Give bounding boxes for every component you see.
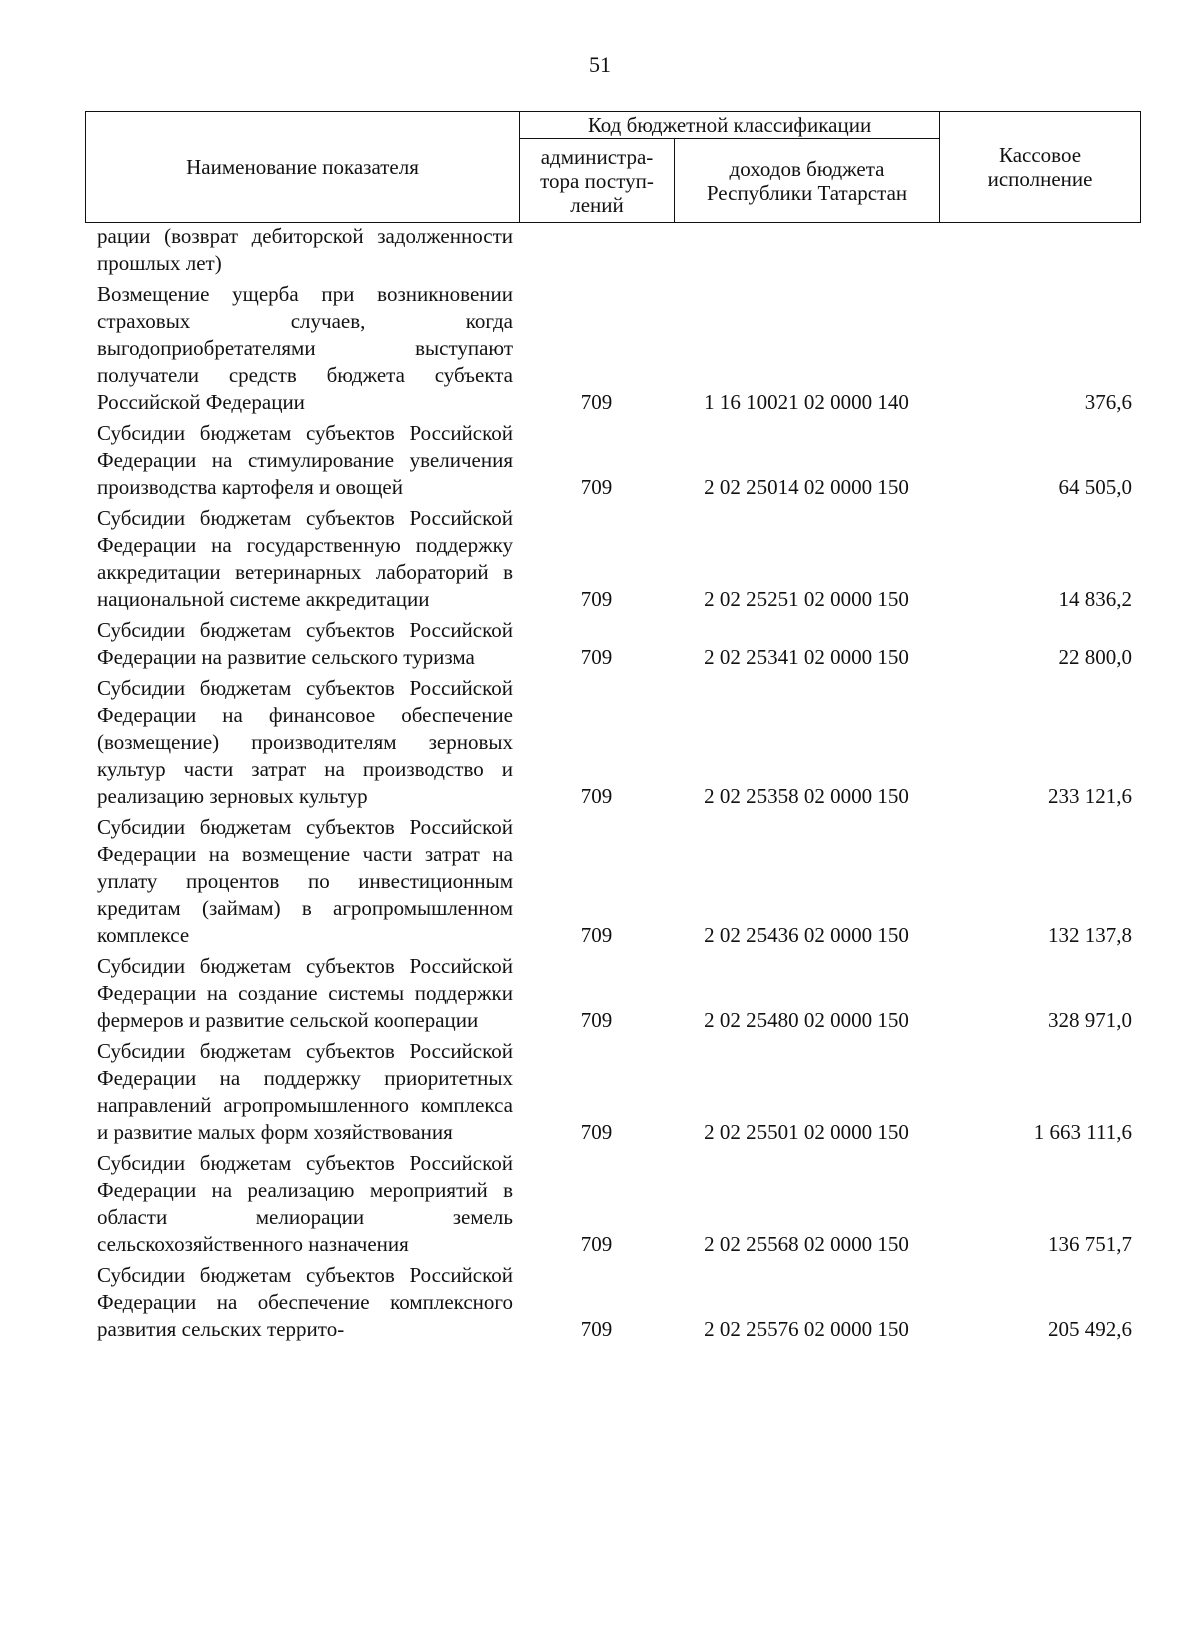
table-row xyxy=(85,617,1140,675)
table-body xyxy=(85,223,1140,1347)
row-code-cell: 2 02 25501 02 0000 150 xyxy=(704,1120,909,1144)
row-amount-cell: 136 751,7 xyxy=(1048,1232,1132,1256)
table-row xyxy=(85,814,1140,953)
row-amount-cell: 22 800,0 xyxy=(1058,645,1132,669)
row-admin-cell: 709 xyxy=(580,923,613,947)
row-admin-cell: 709 xyxy=(580,390,613,414)
header-name-column: Наименование показателя xyxy=(86,112,520,223)
row-amount-cell: 233 121,6 xyxy=(1048,784,1132,808)
row-code-cell: 1 16 10021 02 0000 140 xyxy=(704,390,909,414)
row-admin-cell: 709 xyxy=(580,1120,613,1144)
row-code-cell: 2 02 25251 02 0000 150 xyxy=(704,587,909,611)
row-name-cell: рации (возврат дебиторской задолженности прошлых лет) xyxy=(97,224,513,275)
row-code-cell: 2 02 25576 02 0000 150 xyxy=(704,1317,909,1341)
row-name-cell: Субсидии бюджетам субъектов Российской Федерации на поддержку приоритетных направлений агропромышленного комплекса и развитие малых форм хозяйствования xyxy=(97,1039,513,1144)
page-number: 51 xyxy=(589,52,611,77)
row-amount-cell: 1 663 111,6 xyxy=(1033,1120,1132,1144)
row-admin-cell: 709 xyxy=(580,645,613,669)
row-name-cell: Субсидии бюджетам субъектов Российской Федерации на финансовое обеспечение (возмещение) производителям зерновых культур части затрат на производство и реализацию зерновых культур xyxy=(97,676,513,808)
header-amount-column: Кассовое исполнение xyxy=(940,112,1141,223)
header-classification-group: Код бюджетной классификации xyxy=(520,112,940,139)
table-row xyxy=(85,281,1140,420)
row-code-cell: 2 02 25568 02 0000 150 xyxy=(704,1232,909,1256)
row-name-cell: Субсидии бюджетам субъектов Российской Федерации на государственную поддержку аккредитации ветеринарных лабораторий в национальной системе аккредитации xyxy=(97,506,513,611)
row-amount-cell: 328 971,0 xyxy=(1048,1008,1132,1032)
row-name-cell: Субсидии бюджетам субъектов Российской Федерации на стимулирование увеличения производства картофеля и овощей xyxy=(97,421,513,499)
table-row xyxy=(85,953,1140,1038)
row-amount-cell: 64 505,0 xyxy=(1058,475,1132,499)
header-admin-column: администра-тора поступ-лений xyxy=(520,139,675,223)
row-admin-cell: 709 xyxy=(580,784,613,808)
row-amount-cell: 14 836,2 xyxy=(1058,587,1132,611)
row-amount-cell xyxy=(939,223,1140,281)
row-admin-cell: 709 xyxy=(580,587,613,611)
row-code-cell: 2 02 25341 02 0000 150 xyxy=(704,645,909,669)
row-name-cell: Субсидии бюджетам субъектов Российской Федерации на создание системы поддержки фермеров и развитие сельской кооперации xyxy=(97,954,513,1032)
row-admin-cell: 709 xyxy=(580,1232,613,1256)
table-row xyxy=(85,1262,1140,1347)
row-admin-cell: 709 xyxy=(580,1008,613,1032)
row-admin-cell: 709 xyxy=(580,475,613,499)
row-name-cell: Субсидии бюджетам субъектов Российской Федерации на развитие сельского туризма xyxy=(97,618,513,669)
row-amount-cell: 205 492,6 xyxy=(1048,1317,1132,1341)
table-row xyxy=(85,420,1140,505)
row-code-cell: 2 02 25480 02 0000 150 xyxy=(704,1008,909,1032)
row-admin-cell: 709 xyxy=(580,1317,613,1341)
row-name-cell: Возмещение ущерба при возникновении страховых случаев, когда выгодоприобретателями выступают получатели средств бюджета субъекта Российской Федерации xyxy=(97,282,513,414)
row-name-cell: Субсидии бюджетам субъектов Российской Федерации на реализацию мероприятий в области мелиорации земель сельскохозяйственного назначения xyxy=(97,1151,513,1256)
row-amount-cell: 132 137,8 xyxy=(1048,923,1132,947)
row-code-cell xyxy=(674,223,939,281)
table-header xyxy=(85,111,1141,223)
table-row xyxy=(85,675,1140,814)
budget-table xyxy=(85,223,1140,1347)
row-admin-cell xyxy=(519,223,674,281)
table-row xyxy=(85,505,1140,617)
row-name-cell: Субсидии бюджетам субъектов Российской Федерации на обеспечение комплексного развития сельских террито- xyxy=(97,1263,513,1341)
row-amount-cell: 376,6 xyxy=(1084,390,1132,414)
table-row xyxy=(85,223,1140,281)
table-row xyxy=(85,1150,1140,1262)
header-code-column: доходов бюджета Республики Татарстан xyxy=(675,139,940,223)
row-code-cell: 2 02 25436 02 0000 150 xyxy=(704,923,909,947)
table-row xyxy=(85,1038,1140,1150)
row-code-cell: 2 02 25358 02 0000 150 xyxy=(704,784,909,808)
row-code-cell: 2 02 25014 02 0000 150 xyxy=(704,475,909,499)
row-name-cell: Субсидии бюджетам субъектов Российской Федерации на возмещение части затрат на уплату процентов по инвестиционным кредитам (займам) в агропромышленном комплексе xyxy=(97,815,513,947)
